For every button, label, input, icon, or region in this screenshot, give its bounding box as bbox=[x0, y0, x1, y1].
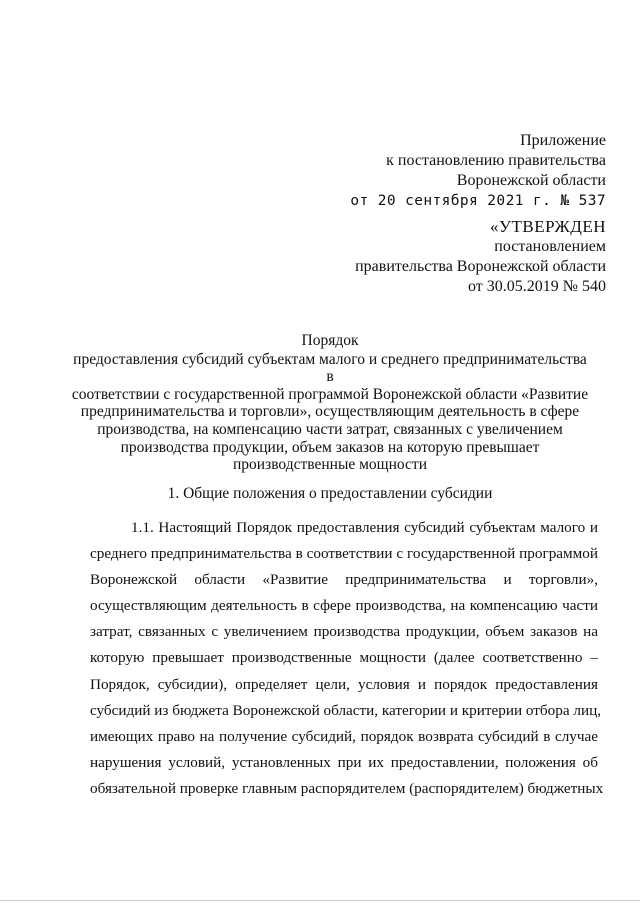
paragraph-line: среднего предпринимательства в соответствии с государственной программой bbox=[90, 545, 598, 563]
title-line: предоставления субсидий субъектам малого и среднего предпринимательства в bbox=[73, 350, 587, 386]
title-line: производства, на компенсацию части затрат, связанных с увеличением bbox=[97, 420, 563, 438]
section-heading: 1. Общие положения о предоставлении субсидии bbox=[167, 485, 493, 502]
appendix-date-stamp: от 20 сентября 2021 г. № 537 bbox=[350, 193, 606, 209]
paragraph-line: которую превышает производственные мощности (далее соответственно – bbox=[90, 649, 598, 667]
paragraph-line: Порядок, субсидии), определяет цели, условия и порядок предоставления bbox=[90, 675, 598, 693]
appendix-label: Приложение bbox=[520, 132, 606, 149]
title-name: Порядок bbox=[301, 332, 359, 349]
paragraph-line: Воронежской области «Развитие предпринимательства и торговли», bbox=[90, 571, 598, 589]
paragraph-line: осуществляющим деятельность в сфере производства, на компенсацию части bbox=[90, 597, 598, 615]
paragraph-line: обязательной проверке главным распорядителем (распорядителем) бюджетных bbox=[90, 779, 604, 797]
appendix-resolution-line: к постановлению правительства bbox=[386, 152, 606, 169]
title-line: производства продукции, объем заказов на которую превышает bbox=[120, 438, 540, 456]
document-title bbox=[70, 332, 590, 474]
title-line: предпринимательства и торговли», осуществляющим деятельность в сфере bbox=[80, 403, 580, 421]
title-line: производственные мощности bbox=[232, 456, 427, 474]
body-paragraph bbox=[90, 515, 604, 802]
paragraph-line: имеющих право на получение субсидий, порядок возврата субсидий в случае bbox=[90, 727, 598, 745]
paragraph-line: затрат, связанных с увеличением производства продукции, объем заказов на bbox=[90, 623, 598, 641]
appendix-region-line: Воронежской области bbox=[456, 172, 606, 189]
approval-heading: «УТВЕРЖДЕН bbox=[490, 217, 606, 236]
title-line: соответствии с государственной программой Воронежской области «Развитие bbox=[71, 385, 589, 403]
scan-edge-line bbox=[0, 900, 640, 901]
paragraph-line: 1.1. Настоящий Порядок предоставления субсидий субъектам малого и bbox=[131, 519, 598, 536]
approval-line-2: правительства Воронежской области bbox=[355, 258, 606, 275]
approval-line-1: постановлением bbox=[494, 238, 606, 255]
appendix-block bbox=[350, 131, 606, 211]
paragraph-line: нарушения условий, установленных при их предоставлении, положения об bbox=[90, 753, 598, 771]
approval-line-3: от 30.05.2019 № 540 bbox=[467, 278, 606, 295]
approval-block bbox=[355, 217, 606, 297]
paragraph-line: субсидий из бюджета Воронежской области, категории и критерии отбора лиц, bbox=[90, 701, 602, 719]
